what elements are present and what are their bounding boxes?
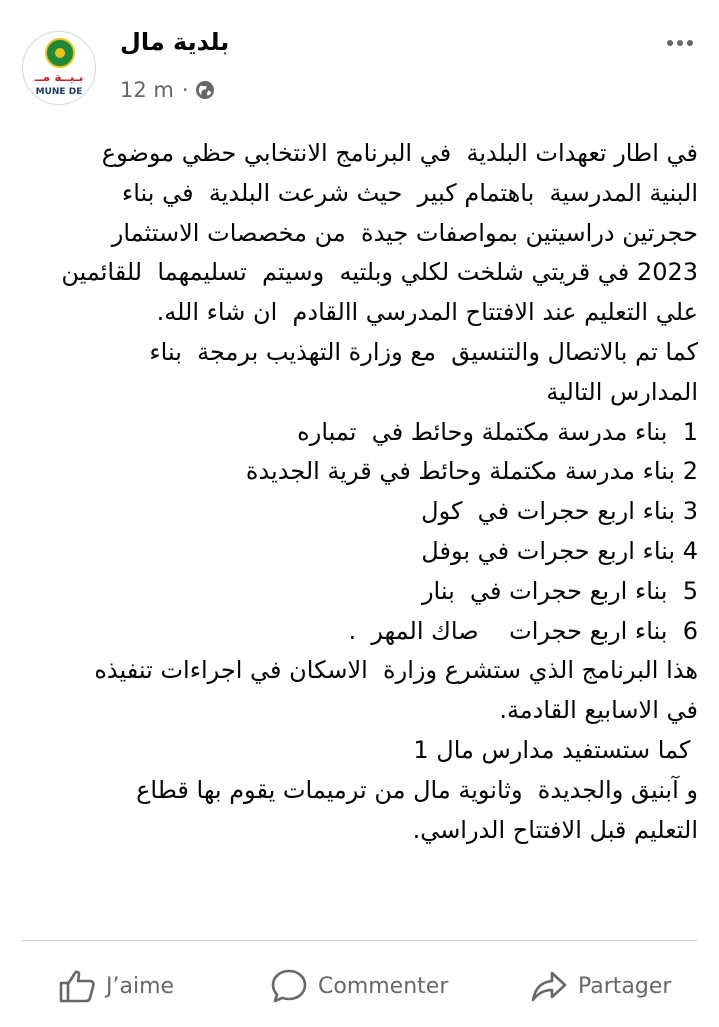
like-button[interactable] [58,958,174,1014]
post-line: 2 بناء مدرسة مكتملة وحائط في قرية الجديدة [245,457,698,486]
post-line: البنية المدرسية باهتمام كبير حيث شرعت البلدية في بناء [121,178,698,207]
post-line: 6 بناء اربع حجرات صاك المهر . [348,616,698,645]
post-meta [120,78,215,102]
post-line: في الاسابيع القادمة. [499,696,698,725]
post-line: 5 بناء اربع حجرات في بنار [421,576,698,605]
post-line: التعليم قبل الافتتاح الدراسي. [412,815,698,844]
coat-of-arms-emblem [45,38,75,68]
more-options-dot [677,40,683,46]
post-line: حجرتين دراسيتين بمواصفات جيدة من مخصصات الاستثمار [111,218,698,247]
meta-separator: · [181,78,189,102]
comment-icon [270,968,308,1004]
post-line: كما تم بالاتصال والتنسيق مع وزارة التهذيب برمجة بناء [149,337,698,366]
post-line: 3 بناء اربع حجرات في كول [421,497,698,526]
post-actions-bar [0,958,719,1014]
post-line: هذا البرنامج الذي ستشرع وزارة الاسكان في اجراءات تنفيذه [94,656,698,685]
share-icon [530,969,568,1003]
globe-icon [195,80,215,100]
post-line: علي التعليم عند الافتتاح المدرسي االقادم ان شاء الله. [156,298,698,327]
post-line: و آبنيق والجديدة وثانوية مال من ترميمات يقوم بها قطاع [136,775,698,804]
share-label: Partager [578,973,672,999]
page-name-link[interactable]: بلدية مال [120,28,230,56]
post-timestamp[interactable]: 12 m [120,78,174,102]
avatar-caption-text: MUNE DE [35,87,83,97]
post-line: المدارس التالية [546,377,698,406]
post-line: كما ستستفيد مدارس مال 1 [413,735,698,764]
comment-button[interactable] [270,958,448,1014]
avatar-arabic-text: بـيــة مــ [34,70,84,84]
post-line: 4 بناء اربع حجرات في بوفل [421,536,698,565]
post-text [18,134,698,850]
thumbs-up-icon [58,969,96,1003]
page-avatar[interactable] [22,31,96,105]
comment-label: Commenter [318,973,449,999]
more-options-icon [667,40,673,46]
more-options-button[interactable] [667,40,693,46]
post-line: 2023 في قريتي شلخت لكلي وبلتيه وسيتم تسليمهما للقائمين [61,258,698,287]
like-label: J’aime [106,973,175,999]
post-line: 1 بناء مدرسة مكتملة وحائط في تمباره [297,417,698,446]
post-line: في اطار تعهدات البلدية في البرنامج الانتخابي حظي موضوع [101,139,698,167]
more-options-dot [687,40,693,46]
actions-divider [22,940,697,941]
share-button[interactable] [530,958,671,1014]
